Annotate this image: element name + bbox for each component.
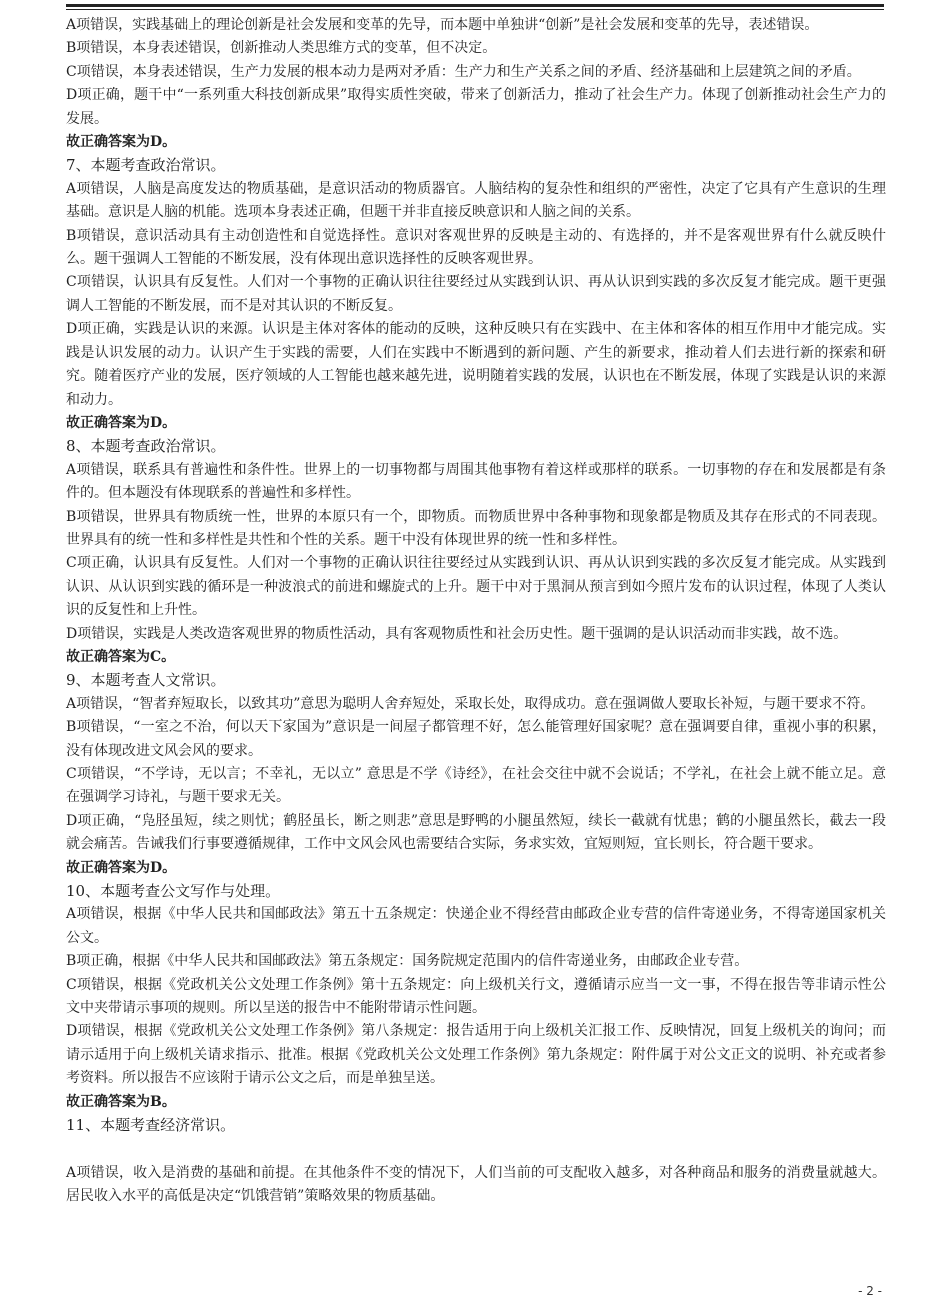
q9-answer: 故正确答案为D。 [66,859,177,876]
q8-option-a: A项错误，联系具有普遍性和条件性。世界上的一切事物都与周围其他事物有着这样或那样的联系。一切事物的存在和发展都是有条件的。但本题没有体现联系的普遍性和多样性。 [66,461,886,502]
q6-option-d: D项正确，题干中“一系列重大科技创新成果”取得实质性突破，带来了创新活力，推动了社会生产力。体现了创新推动社会生产力的发展。 [66,87,886,127]
q10-answer: 故正确答案为B。 [66,1093,176,1110]
q6-option-a: A项错误，实践基础上的理论创新是社会发展和变革的先导，而本题中单独讲“创新”是社会发展和变革的先导，表述错误。 [66,17,819,33]
q6-option-b: B项错误，本身表述错误，创新推动人类思维方式的变革，但不决定。 [66,40,497,57]
page-number: - 2 - [858,1284,882,1298]
q10-option-b: B项正确，根据《中华人民共和国邮政法》第五条规定：国务院规定范围内的信件寄递业务，由邮政企业专营。 [66,953,749,970]
answer-explanations [66,14,886,1208]
q7-option-c: C项错误，认识具有反复性。人们对一个事物的正确认识往往要经过从实践到认识、再从认识到实践的多次反复才能完成。题干更强调人工智能的不断发展，而不是对其认识的不断反复。 [66,274,886,314]
q8-option-d: D项错误，实践是人类改造客观世界的物质性活动，具有客观物质性和社会历史性。题干强调的是认识活动而非实践，故不选。 [66,625,848,642]
q11-title: 11、本题考查经济常识。 [66,1116,236,1135]
q11-option-a: A项错误，收入是消费的基础和前提。在其他条件不变的情况下，人们当前的可支配收入越多，对各种商品和服务的消费量就越大。居民收入水平的高低是决定“饥饿营销”策略效果的物质基础。 [66,1164,886,1204]
q7-option-b: B项错误，意识活动具有主动创造性和自觉选择性。意识对客观世界的反映是主动的、有选择的，并不是客观世界有什么就反映什么。题干强调人工智能的不断发展，没有体现出意识选择性的反映客观世界。 [66,227,886,268]
q7-answer: 故正确答案为D。 [66,414,177,431]
q9-title: 9、本题考查人文常识。 [66,671,226,690]
q9-option-b: B项错误，“一室之不治，何以天下家国为”意识是一间屋子都管理不好，怎么能管理好国家呢？意在强调要自律，重视小事的积累，没有体现改进文风会风的要求。 [66,719,886,759]
q7-title: 7、本题考查政治常识。 [66,156,226,175]
q8-answer: 故正确答案为C。 [66,648,176,665]
q10-option-d: D项错误，根据《党政机关公文处理工作条例》第八条规定：报告适用于向上级机关汇报工作、反映情况，回复上级机关的询问；而请示适用于向上级机关请求指示、批准。根据《党政机关公文处理工作条例》第九条规定：附件属于对公文正文的说明、补充或者参考资料。所以报告不应该附于请示公文之后，而是单独呈送。 [66,1023,886,1087]
q8-option-b: B项错误，世界具有物质统一性，世界的本原只有一个，即物质。而物质世界中各种事物和现象都是物质及其存在形式的不同表现。世界具有的统一性和多样性是共性和个性的关系。题干中没有体现世界的统一性和多样性。 [66,508,886,548]
q9-option-a: A项错误，“智者弃短取长，以致其功”意思为聪明人舍弃短处，采取长处，取得成功。意在强调做人要取长补短，与题干要求不符。 [66,695,875,712]
q7-option-a: A项错误，人脑是高度发达的物质基础，是意识活动的物质器官。人脑结构的复杂性和组织的严密性，决定了它具有产生意识的生理基础。意识是人脑的机能。选项本身表述正确，但题干并非直接反映意识和人脑之间的关系。 [66,180,886,221]
q9-option-d: D项正确，“凫胫虽短，续之则忧；鹤胫虽长，断之则悲”意思是野鸭的小腿虽然短，续长一截就有忧患；鹤的小腿虽然长，截去一段就会痛苦。告诫我们行事要遵循规律，工作中文风会风也需要结合实际，务求实效，宜短则短，宜长则长，符合题干要求。 [66,812,886,853]
q8-option-c: C项正确，认识具有反复性。人们对一个事物的正确认识往往要经过从实践到认识、再从认识到实践的多次反复才能完成。从实践到认识、从认识到实践的循环是一种波浪式的前进和螺旋式的上升。题干中对于黑洞从预言到如今照片发布的认识过程，体现了人类认识的反复性和上升性。 [66,555,886,619]
q10-option-a: A项错误，根据《中华人民共和国邮政法》第五十五条规定：快递企业不得经营由邮政企业专营的信件寄递业务，不得寄递国家机关公文。 [66,906,886,946]
q7-option-d: D项正确，实践是认识的来源。认识是主体对客体的能动的反映，这种反映只有在实践中、在主体和客体的相互作用中才能完成。实践是认识发展的动力。认识产生于实践的需要，人们在实践中不断遇到的新问题、产生的新要求，推动着人们去进行新的探索和研究。随着医疗产业的发展，医疗领域的人工智能也越来越先进，说明随着实践的发展，认识也在不断发展，体现了实践是认识的来源和动力。 [66,321,886,408]
q9-option-c: C项错误，“不学诗，无以言；不幸礼，无以立” 意思是不学《诗经》，在社会交往中就不会说话；不学礼，在社会上就不能立足。意在强调学习诗礼，与题干要求无关。 [66,766,886,806]
q10-title: 10、本题考查公文写作与处理。 [66,882,281,901]
header-rule-thin [66,9,884,10]
header-rule-thick [66,4,884,7]
q10-option-c: C项错误，根据《党政机关公文处理工作条例》第十五条规定：向上级机关行文，遵循请示应当一文一事，不得在报告等非请示性公文中夹带请示事项的规则。所以呈送的报告中不能附带请示性问题。 [66,976,886,1017]
paragraph-gap [66,1138,886,1162]
q6-option-c: C项错误，本身表述错误，生产力发展的根本动力是两对矛盾：生产力和生产关系之间的矛盾、经济基础和上层建筑之间的矛盾。 [66,63,861,80]
q6-answer: 故正确答案为D。 [66,134,177,151]
q8-title: 8、本题考查政治常识。 [66,437,226,456]
